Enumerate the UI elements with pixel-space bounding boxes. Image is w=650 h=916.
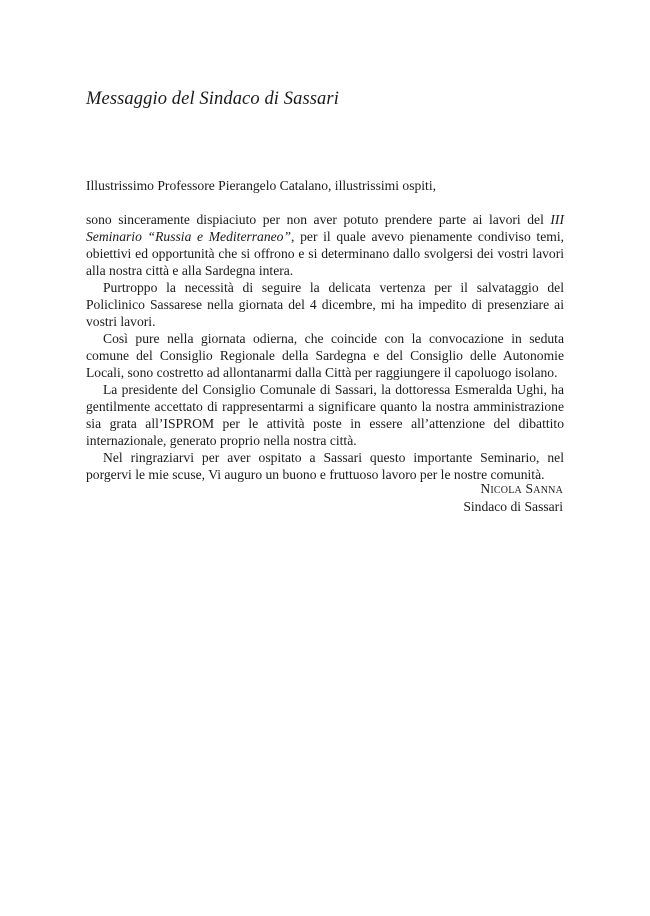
paragraph-2: Purtroppo la necessità di seguire la delicata vertenza per il salvataggio del Policlinico Sassarese nella giornata del 4 dicembre, mi ha impedito di presenziare ai vostri lavori. (86, 280, 564, 329)
paragraph-1 (86, 211, 564, 279)
paragraph-3: Così pure nella giornata odierna, che coincide con la convocazione in seduta comune del Consiglio Regionale della Sardegna e del Consiglio delle Autonomie Locali, sono costretto ad allontanarmi dalla Città per raggiungere il capoluogo isolano. (86, 331, 564, 380)
signature-block (463, 480, 563, 516)
salutation: Illustrissimo Professore Pierangelo Catalano, illustrissimi ospiti, (86, 178, 437, 193)
letter-body (86, 177, 564, 483)
seminar-title: III Seminario “Russia e Mediterraneo” (86, 212, 564, 244)
signatory-role: Sindaco di Sassari (463, 499, 563, 514)
paragraph-1-end: , per il quale avevo pienamente condiviso temi, obiettivi ed opportunità che si offrono e si determinano dallo svolgersi dei vostri lavori alla nostra città e alla Sardegna intera. (86, 229, 564, 278)
paragraph-1-start: sono sinceramente dispiaciuto per non aver potuto prendere parte ai lavori del (86, 212, 551, 227)
document-title: Messaggio del Sindaco di Sassari (86, 89, 339, 109)
paragraph-4: La presidente del Consiglio Comunale di Sassari, la dottoressa Esmeralda Ughi, ha gentilmente accettato di rappresentarmi a significare quanto la nostra amministrazione sia grata all’ISPROM per le attività poste in essere all’attenzione del dibattito internazionale, generato proprio nella nostra città. (86, 382, 564, 448)
paragraph-5: Nel ringraziarvi per aver ospitato a Sassari questo importante Seminario, nel porgervi le mie scuse, Vi auguro un buono e fruttuoso lavoro per le nostre comunità. (86, 450, 564, 482)
signatory-name: Nicola Sanna (480, 481, 563, 496)
